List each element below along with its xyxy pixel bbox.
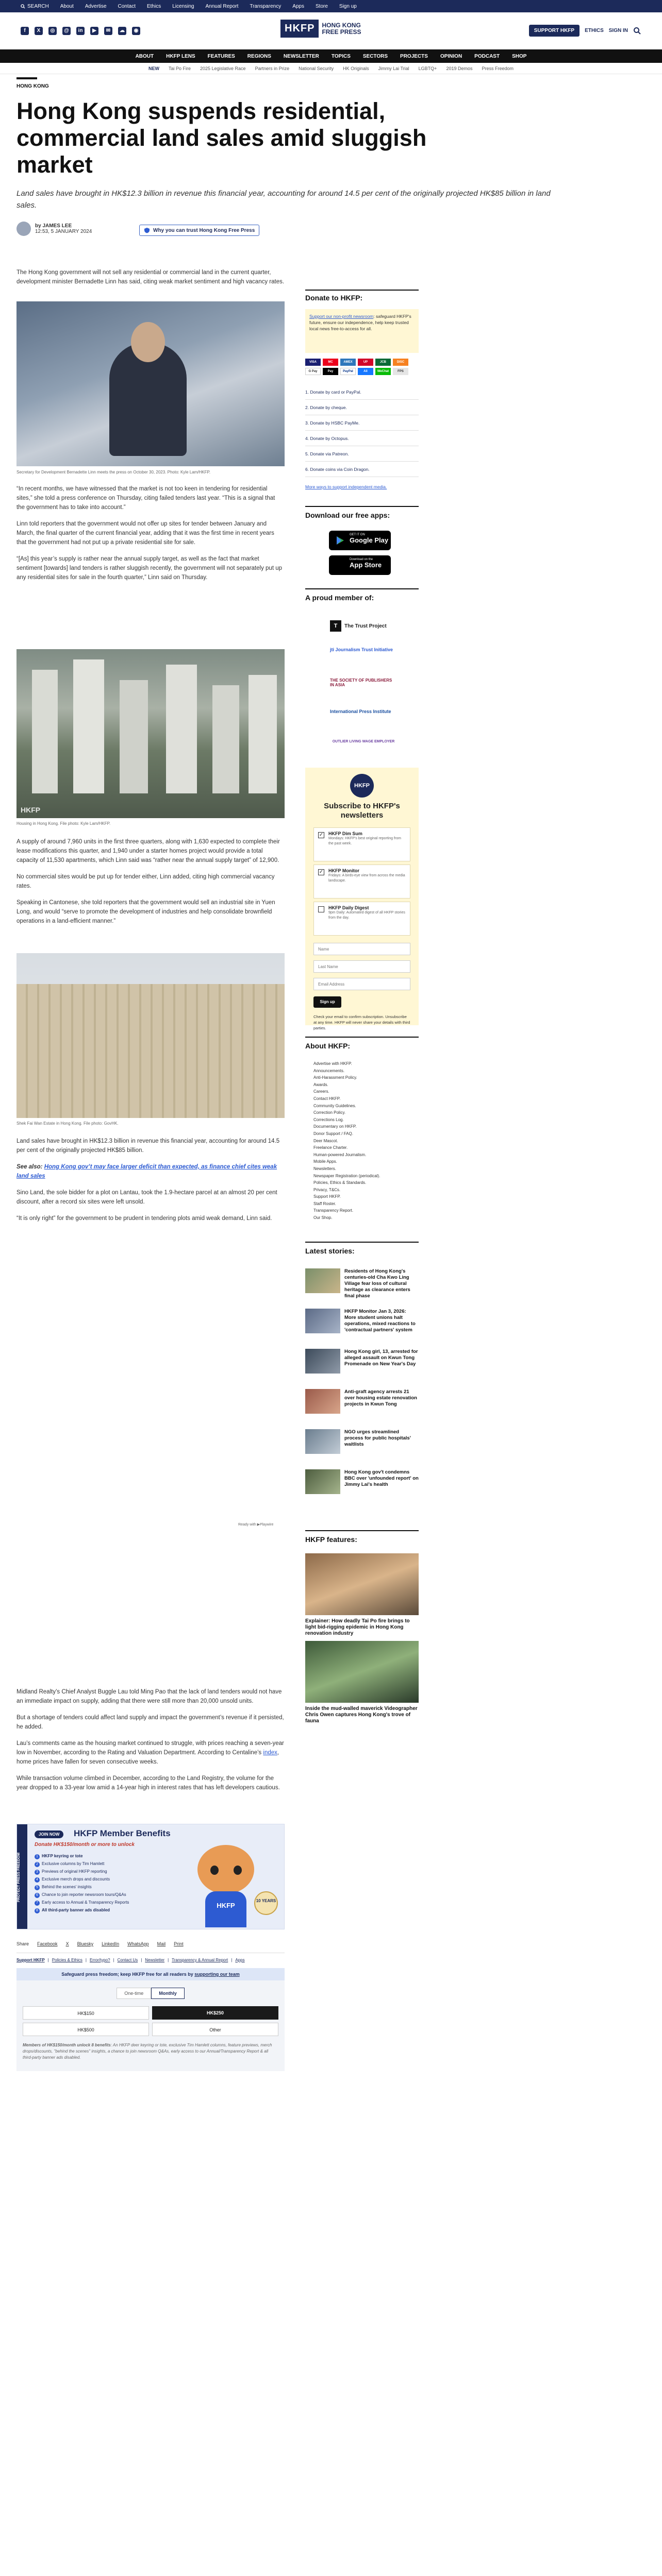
banner-title: HKFP Member Benefits <box>74 1828 171 1838</box>
ipi-logo[interactable]: International Press Institute <box>330 709 391 714</box>
newsletter-option[interactable] <box>313 865 410 899</box>
about-link[interactable]: Documentary on HKFP. <box>313 1124 357 1129</box>
error-link[interactable]: Error/typo? <box>89 1958 110 1962</box>
google-play-big: Google Play <box>350 536 389 544</box>
section-label[interactable]: HONG KONG <box>16 83 49 89</box>
feature-headline: Inside the mud-walled maverick Videographer Chris Owen captures Hong Kong's trove of fauna <box>305 1706 418 1724</box>
masthead <box>0 12 662 49</box>
newsletter-title: Subscribe to HKFP's newsletters <box>324 802 400 820</box>
transparency-link[interactable]: Transparency & Annual Report <box>172 1958 228 1962</box>
ten-years-badge: 10 YEARS <box>254 1891 278 1915</box>
banner-side-text: PROTECT PRESS FREEDOM <box>17 1824 27 1929</box>
latest-thumb <box>305 1309 340 1333</box>
logo-mark: HKFP <box>280 20 319 38</box>
photo-caption: Housing in Hong Kong. File photo: Kyle Lam/HKFP. <box>16 821 111 826</box>
contact-link[interactable]: Contact Us <box>117 1958 138 1962</box>
tower-block <box>249 675 277 793</box>
logo-line-1: HONG KONG <box>322 21 361 29</box>
share-mail[interactable]: Mail <box>157 1941 166 1946</box>
nav-item-about[interactable]: ABOUT <box>135 53 154 59</box>
paragraph-text: , home prices have fallen for seven consecutive weeks. <box>16 1750 279 1765</box>
about-link[interactable]: Staff Roster. <box>313 1201 336 1206</box>
social-links <box>21 27 140 35</box>
nav-item-newsletter[interactable]: NEWSLETTER <box>283 53 319 59</box>
paragraph <box>16 1739 285 1767</box>
nav-item-opinion[interactable]: OPINION <box>440 53 462 59</box>
photo-caption: Shek Fai Wan Estate in Hong Kong. File photo: GovHK. <box>16 1121 119 1126</box>
article-body-4 <box>16 1137 285 1223</box>
payment-icons <box>305 359 419 375</box>
topbar-item-transparency[interactable]: Transparency <box>250 3 282 9</box>
about-link[interactable]: Advertise with HKFP. <box>313 1061 352 1066</box>
amex-icon: AMEX <box>340 359 356 366</box>
tower-block <box>73 659 104 793</box>
publish-date: 12:53, 5 JANUARY 2024 <box>35 229 92 234</box>
paragraph: But a shortage of tenders could affect land supply and impact the government’s revenue if it persisted, he added. <box>16 1715 284 1730</box>
sopa-logo[interactable]: THE SOCIETY OF PUBLISHERS IN ASIA <box>330 678 392 687</box>
donate-option-coins[interactable]: 6. Donate coins via Coin Dragon. <box>305 462 419 477</box>
separator: | <box>168 1958 169 1962</box>
share-whatsapp[interactable]: WhatsApp <box>127 1941 149 1946</box>
paypal-icon: PayPal <box>340 368 356 375</box>
latest-headline: Hong Kong gov't condemns BBC over 'unfounded report' on Jimmy Lai's health <box>344 1469 419 1487</box>
latest-item[interactable] <box>305 1429 419 1469</box>
nav-item-podcast[interactable]: PODCAST <box>474 53 500 59</box>
topbar-item-licensing[interactable]: Licensing <box>172 3 194 9</box>
about-link[interactable]: Correction Policy. <box>313 1110 346 1115</box>
latest-item[interactable] <box>305 1389 419 1429</box>
frequency-toggle <box>16 1988 285 1999</box>
mastercard-icon: MC <box>323 359 338 366</box>
mascot-head <box>197 1845 254 1894</box>
nav-item-topics[interactable]: TOPICS <box>331 53 351 59</box>
donate-title: Donate to HKFP: <box>305 294 363 302</box>
join-now-badge[interactable]: JOIN NOW <box>35 1831 63 1838</box>
tower-block <box>212 685 239 793</box>
donation-note <box>16 2036 285 2067</box>
amount-other[interactable]: Other <box>152 2023 278 2036</box>
topbar-item-ethics[interactable]: Ethics <box>146 3 161 9</box>
byline <box>16 222 92 236</box>
google-play-small: GET IT ON <box>350 533 365 536</box>
paragraph: No commercial sites would be put up for tender either, Linn added, citing high commercial vacancy rates. <box>16 874 275 889</box>
section-rule <box>16 77 37 79</box>
latest-headline: Anti-graft agency arrests 21 over housing estate renovation projects in Kwun Tong <box>344 1389 417 1407</box>
topbar-item-advertise[interactable]: Advertise <box>85 3 107 9</box>
donate-option-octopus[interactable]: 4. Donate by Octopus. <box>305 431 419 446</box>
apple-pay-icon: Pay <box>323 368 338 375</box>
email-input[interactable] <box>313 978 410 990</box>
topbar-search[interactable] <box>21 4 49 9</box>
trust-project-logo[interactable] <box>330 616 397 636</box>
mascot-eye <box>210 1866 219 1875</box>
trust-link-label: Why you can trust Hong Kong Free Press <box>153 227 255 233</box>
topbar-item-contact[interactable]: Contact <box>118 3 136 9</box>
separator: | <box>231 1958 233 1962</box>
trending-item[interactable]: Jimmy Lai Trial <box>378 65 409 71</box>
sidebar-rule <box>305 1037 419 1038</box>
main-nav <box>0 49 662 63</box>
email-icon[interactable]: ✉ <box>104 27 112 35</box>
topbar-item-label: SEARCH <box>27 3 49 9</box>
article-photo-minister <box>16 301 285 466</box>
article-body-5 <box>16 1687 285 1792</box>
tower-block <box>32 670 58 793</box>
paragraph: Linn told reporters that the government would not offer up sites for tender between January and March, the final quarter of the current financial year, adding that it was the first time in recent years that the government had not put up a private residential site for sale. <box>16 521 274 546</box>
feature-image <box>305 1553 419 1615</box>
membership-banner[interactable] <box>16 1824 285 1929</box>
logo-line-2: FREE PRESS <box>322 28 361 36</box>
sidebar-rule <box>305 588 419 589</box>
google-play-icon <box>335 535 345 546</box>
nav-item-features[interactable]: FEATURES <box>207 53 235 59</box>
topbar-item-signup[interactable]: Sign up <box>339 3 357 9</box>
latest-item[interactable] <box>305 1349 419 1389</box>
article-body-2 <box>16 484 285 582</box>
topbar-item-annual-report[interactable]: Annual Report <box>205 3 239 9</box>
living-wage-logo[interactable]: OUTLIER LIVING WAGE EMPLOYER <box>332 740 395 743</box>
app-store-small: Download on the <box>350 558 373 561</box>
newsletter-option-title: HKFP Dim Sum <box>328 831 362 836</box>
first-name-input[interactable] <box>313 943 410 955</box>
newsletter-fine-print: Check your email to confirm subscription. Unsubscribe at any time. HKFP will never share your details with third parties. <box>313 1014 410 1030</box>
trending-item[interactable]: National Security <box>299 65 334 71</box>
app-store-big: App Store <box>350 561 382 569</box>
paragraph-text: Lau’s comments came as the housing market continued to struggle, with prices reaching a seven-year low in November, according to the Rating and Valuation Department. According to Centaline’s <box>16 1740 284 1756</box>
jti-logo[interactable]: jti Journalism Trust Initiative <box>330 647 393 652</box>
paragraph: “[As] this year’s supply is rather near the annual supply target, as well as the fact that market sentiment [towards] land tenders is rather sluggish recently, the government will not separately put up any residential sites for sale in the fourth quarter,” Linn said on Thursday. <box>16 556 283 581</box>
sidebar-rule <box>305 506 419 507</box>
about-link[interactable]: Contact HKFP. <box>313 1096 341 1101</box>
amount-grid <box>16 1999 285 2036</box>
checkbox-checked[interactable]: ✓ <box>319 832 324 838</box>
about-link[interactable]: Privacy, T&Cs. <box>313 1187 341 1192</box>
rss-icon[interactable]: ◉ <box>132 27 140 35</box>
mascot-eye <box>234 1866 242 1875</box>
nav-item-projects[interactable]: PROJECTS <box>400 53 428 59</box>
shield-icon <box>144 227 150 233</box>
about-link[interactable]: Freelance Charter. <box>313 1145 348 1150</box>
alipay-icon: Ali <box>358 368 373 375</box>
latest-headline: Hong Kong girl, 13, arrested for alleged assault on Kwun Tong Promenade on New Year's Day <box>344 1349 418 1367</box>
about-link[interactable]: Corrections Log. <box>313 1117 344 1122</box>
see-also-link[interactable]: Hong Kong gov’t may face larger deficit than expected, as finance chief cites weak land sales <box>16 1164 277 1179</box>
sidebar-rule <box>305 1242 419 1243</box>
donation-headline-text: Safeguard press freedom; keep HKFP free for all readers by <box>61 1972 195 1977</box>
benefit-item: 6 Chance to join reporter newsroom tours/Q&As <box>35 1891 174 1899</box>
separator: | <box>113 1958 114 1962</box>
donate-pitch <box>305 309 419 353</box>
logo-wordmark <box>322 22 361 36</box>
about-link[interactable]: Announcements. <box>313 1068 345 1073</box>
author-name[interactable]: by JAMES LEE <box>35 223 72 229</box>
paragraph: A supply of around 7,960 units in the first three quarters, along with 1,630 expected to complete their lease modifications this quarter, and 1,940 under a starter homes project would provide a total capacity of 11,530 apartments, which Linn said was “rather near the annual supply target” of 12,900. <box>16 839 280 863</box>
about-title: About HKFP: <box>305 1042 351 1050</box>
photo-subject-head <box>131 322 165 362</box>
youtube-icon[interactable]: ▶ <box>90 27 98 35</box>
trending-item[interactable]: 2019 Demos <box>446 65 473 71</box>
separator: | <box>141 1958 142 1962</box>
latest-thumb <box>305 1349 340 1374</box>
features-list <box>305 1553 419 1728</box>
photo-watermark: HKFP <box>21 806 41 814</box>
trending-item[interactable]: 2025 Legislative Race <box>200 65 246 71</box>
about-link[interactable]: Our Shop. <box>313 1215 333 1221</box>
about-link[interactable]: Awards. <box>313 1082 328 1087</box>
ad-credit: Ready with ▶Playwire <box>238 1523 274 1527</box>
threads-icon[interactable]: @ <box>62 27 71 35</box>
trust-project-mark: T <box>330 620 341 632</box>
newsletter-link[interactable]: Newsletter <box>145 1958 165 1962</box>
sidebar-rule <box>305 290 419 291</box>
newsletter-option-desc: Fridays: A birds-eye view from across the media landscape. <box>328 874 405 883</box>
paragraph: Speaking in Cantonese, she told reporters that the government would sell an industrial site in Yuen Long, and would “serve to promote the development of industries and help consolidate brownfield operations in a land-efficient manner.” <box>16 900 275 924</box>
nav-item-sectors[interactable]: SECTORS <box>362 53 388 59</box>
support-hkfp-button[interactable]: SUPPORT HKFP <box>529 25 580 37</box>
index-link[interactable]: index <box>263 1750 277 1756</box>
newsletter-option-title: HKFP Daily Digest <box>328 905 369 910</box>
top-utility-bar <box>0 0 662 12</box>
newsletter-option-desc: Mondays: HKFP's best original reporting from the past week. <box>328 837 402 845</box>
about-link[interactable]: Community Guidelines. <box>313 1103 356 1108</box>
topbar-item-about[interactable]: About <box>60 3 74 9</box>
donate-pitch-text: : safeguard HKFP's future, ensure our independence, help keep trusted local news free-to-access for all. <box>309 314 411 331</box>
about-link[interactable]: Policies, Ethics & Standards. <box>313 1180 367 1185</box>
feature-image <box>305 1641 419 1703</box>
benefit-item: 3 Previews of original HKFP reporting <box>35 1868 174 1875</box>
paragraph: Midland Realty’s Chief Analyst Buggle Lau told Ming Pao that the lack of land tenders would not have an immediate impact on supply, adding that there were still more than 20,000 unsold units. <box>16 1689 282 1704</box>
benefit-item: 7 Early access to Annual & Transparency Reports <box>35 1899 174 1906</box>
paragraph: Sino Land, the sole bidder for a plot on Lantau, took the 1.9-hectare parcel at an almost 20 per cent discount, after a record six sites were left unsold. <box>16 1190 277 1205</box>
feature-item[interactable] <box>305 1641 419 1728</box>
donation-note-bold: Members of HK$150/month unlock 8 benefits <box>23 2043 111 2047</box>
one-time-option[interactable]: One-time <box>117 1988 151 1999</box>
trending-item[interactable]: Tai Po Fire <box>168 65 191 71</box>
benefit-item: 4 Exclusive merch drops and discounts <box>35 1875 174 1883</box>
nav-item-shop[interactable]: SHOP <box>512 53 527 59</box>
ad-slot <box>16 1247 285 1504</box>
article-body-3 <box>16 837 285 926</box>
share-bar <box>16 1941 285 1946</box>
donate-option-payme[interactable]: 3. Donate by HSBC PayMe. <box>305 415 419 431</box>
sidebar-rule <box>305 1530 419 1531</box>
last-name-input[interactable] <box>313 960 410 973</box>
google-play-badge[interactable] <box>329 531 391 550</box>
about-link[interactable]: Deer Mascot. <box>313 1138 338 1143</box>
separator: | <box>47 1958 49 1962</box>
see-also <box>16 1162 285 1181</box>
unionpay-icon: UP <box>358 359 373 366</box>
separator: | <box>85 1958 87 1962</box>
latest-list <box>305 1268 419 1510</box>
latest-headline: Residents of Hong Kong's centuries-old Cha Kwo Ling Village fear loss of cultural heritage as clearance enters final phase <box>344 1268 410 1299</box>
bluesky-icon[interactable]: ☁ <box>118 27 126 35</box>
newsletter-logo: HKFP <box>350 774 374 798</box>
new-badge: NEW <box>148 65 159 71</box>
about-link[interactable]: Careers. <box>313 1089 329 1094</box>
newsletter-option[interactable] <box>313 827 410 861</box>
x-icon[interactable]: X <box>35 27 43 35</box>
support-team-link[interactable]: supporting our team <box>194 1972 240 1977</box>
about-link[interactable]: Anti-Harassment Policy. <box>313 1075 357 1080</box>
nav-item-lens[interactable]: HKFP LENS <box>166 53 195 59</box>
trust-link[interactable] <box>139 225 259 236</box>
share-linkedin[interactable]: LinkedIn <box>102 1941 120 1946</box>
checkbox-unchecked[interactable] <box>318 906 324 912</box>
topbar-item-store[interactable]: Store <box>316 3 328 9</box>
donation-headline <box>16 1968 285 1980</box>
benefit-item: 1 HKFP keyring or tote <box>35 1852 174 1860</box>
donate-option-patreon[interactable]: 5. Donate via Patreon. <box>305 446 419 462</box>
visa-icon: VISA <box>305 359 321 366</box>
ethics-link[interactable]: ETHICS <box>585 28 604 33</box>
photo-caption: Secretary for Development Bernadette Linn meets the press on October 30, 2023. Photo: Kyle Lam/HKFP. <box>16 470 211 474</box>
app-store-badge[interactable] <box>329 555 391 575</box>
share-facebook[interactable]: Facebook <box>37 1941 58 1946</box>
facebook-icon[interactable]: f <box>21 27 29 35</box>
monthly-option[interactable]: Monthly <box>151 1988 185 1999</box>
amount-500[interactable]: HK$500 <box>23 2023 149 2036</box>
site-logo[interactable] <box>280 20 361 38</box>
newsletter-option-title: HKFP Monitor <box>328 868 359 873</box>
paragraph: Land sales have brought in HK$12.3 billion in revenue this financial year, accounting for around 14.5 per cent of the originally projected HK$85 billion. <box>16 1138 280 1154</box>
trending-item[interactable]: Partners in Prize <box>255 65 290 71</box>
donation-box <box>16 1968 285 2071</box>
feature-headline: Explainer: How deadly Tai Po fire brings to light bid-rigging epidemic in Hong Kong renovation industry <box>305 1618 410 1636</box>
benefit-item: 5 Behind the scenes' insights <box>35 1883 174 1891</box>
linkedin-icon[interactable]: in <box>76 27 85 35</box>
paragraph: The Hong Kong government will not sell any residential or commercial land in the current quarter, development minister Bernadette Linn has said, citing weak market sentiment and high vacancy rates. <box>16 269 285 285</box>
google-pay-icon: G Pay <box>305 368 321 375</box>
donate-options <box>305 384 419 477</box>
search-icon <box>21 4 25 9</box>
estate-facade <box>16 984 285 1118</box>
article-headline: Hong Kong suspends residential, commercial land sales amid sluggish market <box>16 98 427 178</box>
feature-item[interactable] <box>305 1553 419 1641</box>
article-body <box>16 268 285 286</box>
fps-icon: FPS <box>393 368 408 375</box>
about-link[interactable]: Human-powered Journalism. <box>313 1152 367 1157</box>
latest-thumb <box>305 1469 340 1494</box>
amount-250[interactable]: HK$250 <box>152 2006 278 2020</box>
features-title: HKFP features: <box>305 1535 357 1544</box>
proud-member-title: A proud member of: <box>305 594 374 602</box>
paragraph: While transaction volume climbed in December, according to the Land Registry, the volume for the year dropped to a 33-year low amid a 14-year high in interest rates that has left developers cautious. <box>16 1775 280 1791</box>
jcb-icon: JCB <box>375 359 391 366</box>
trending-item[interactable]: HK Originals <box>343 65 369 71</box>
mascot-shirt: HKFP <box>205 1891 246 1927</box>
footer-links <box>16 1958 285 1962</box>
newsletter-option[interactable] <box>313 902 410 936</box>
benefit-item: 2 Exclusive columns by Tim Hamlett <box>35 1860 174 1868</box>
share-x[interactable]: X <box>65 1941 69 1946</box>
amount-150[interactable]: HK$150 <box>23 2006 149 2020</box>
paragraph: “In recent months, we have witnessed that the market is not too keen in tendering for residential sites,” she told a press conference on Thursday, citing failed tenders last year. “This is a signal that the government has to take into account.” <box>16 486 275 511</box>
banner-subtitle: Donate HK$150/month or more to unlock <box>35 1842 135 1848</box>
latest-headline: HKFP Monitor Jan 3, 2026: More student unions halt operations, mixed reactions to 'contractual partners' system <box>344 1309 416 1333</box>
more-ways-link[interactable]: More ways to support independent media. <box>305 484 387 489</box>
paragraph: “It is only right” for the government to be prudent in tendering plots amid weak demand, Linn said. <box>16 1215 272 1222</box>
share-print[interactable]: Print <box>174 1941 184 1946</box>
article-photo-housing <box>16 649 285 818</box>
signup-button[interactable]: Sign up <box>313 996 341 1008</box>
author-avatar <box>16 222 31 236</box>
donate-option-cheque[interactable]: 2. Donate by cheque. <box>305 400 419 415</box>
wechat-pay-icon: WeChat <box>375 368 391 375</box>
topbar-item-apps[interactable]: Apps <box>292 3 304 9</box>
see-also-label: See also: <box>16 1164 43 1170</box>
benefits-list <box>35 1852 174 1914</box>
instagram-icon[interactable]: ◎ <box>48 27 57 35</box>
discover-icon: DISC <box>393 359 408 366</box>
masthead-actions <box>529 25 641 37</box>
trending-item[interactable]: LGBTQ+ <box>418 65 437 71</box>
trending-nav <box>0 63 662 74</box>
latest-item[interactable] <box>305 1309 419 1349</box>
donate-option-card[interactable]: 1. Donate by card or PayPal. <box>305 384 419 400</box>
support-link[interactable]: Support HKFP <box>16 1958 45 1962</box>
latest-item[interactable] <box>305 1469 419 1510</box>
article-standfirst: Land sales have brought in HK$12.3 billion in revenue this financial year, accounting for around 14.5 per cent of the originally projected HK$85 billion in land sales. <box>16 189 551 210</box>
policies-link[interactable]: Policies & Ethics <box>52 1958 82 1962</box>
latest-thumb <box>305 1268 340 1293</box>
tower-block <box>166 665 197 793</box>
signin-link[interactable]: SIGN IN <box>608 28 628 33</box>
share-label: Share <box>16 1941 29 1946</box>
latest-headline: NGO urges streamlined process for public hospitals' waitlists <box>344 1429 411 1447</box>
checkbox-checked[interactable]: ✓ <box>319 869 324 875</box>
trending-item[interactable]: Press Freedom <box>482 65 514 71</box>
newsletter-box <box>305 768 419 1030</box>
share-bluesky[interactable]: Bluesky <box>77 1941 94 1946</box>
about-link[interactable]: Newsletters. <box>313 1166 337 1171</box>
latest-title: Latest stories: <box>305 1247 355 1255</box>
about-link[interactable]: Mobile Apps. <box>313 1159 337 1164</box>
about-links <box>313 1060 417 1222</box>
latest-thumb <box>305 1389 340 1414</box>
about-link[interactable]: Transparency Report. <box>313 1208 354 1213</box>
about-link[interactable]: Donor Support / FAQ. <box>313 1131 353 1136</box>
tower-block <box>120 680 148 793</box>
search-icon[interactable] <box>633 27 641 35</box>
member-name: The Trust Project <box>344 623 387 629</box>
apps-title: Download our free apps: <box>305 511 390 519</box>
latest-thumb <box>305 1429 340 1454</box>
about-link[interactable]: Newspaper Registration (periodical). <box>313 1173 380 1178</box>
nonprofit-link[interactable]: Support our non-profit newsroom <box>309 314 374 319</box>
newsletter-option-desc: 9pm Daily: Automated digest of all HKFP stories from the day. <box>328 911 405 920</box>
latest-item[interactable] <box>305 1268 419 1309</box>
about-link[interactable]: Support HKFP. <box>313 1194 341 1199</box>
deer-mascot-illustration <box>187 1840 264 1927</box>
benefit-item: 8 All third-party banner ads disabled <box>35 1906 174 1914</box>
nav-item-regions[interactable]: REGIONS <box>247 53 271 59</box>
apps-link[interactable]: Apps <box>235 1958 245 1962</box>
donation-note-rest: : An HKFP deer keyring or tote, exclusive Tim Hamlett columns, feature previews, merch drops/discounts, "behind the scenes" insights, a chance to join newsroom Q&As, early access to our Annual/Transparency Report & all third-party banner ads disabled. <box>23 2043 272 2060</box>
article-photo-estate <box>16 953 285 1118</box>
